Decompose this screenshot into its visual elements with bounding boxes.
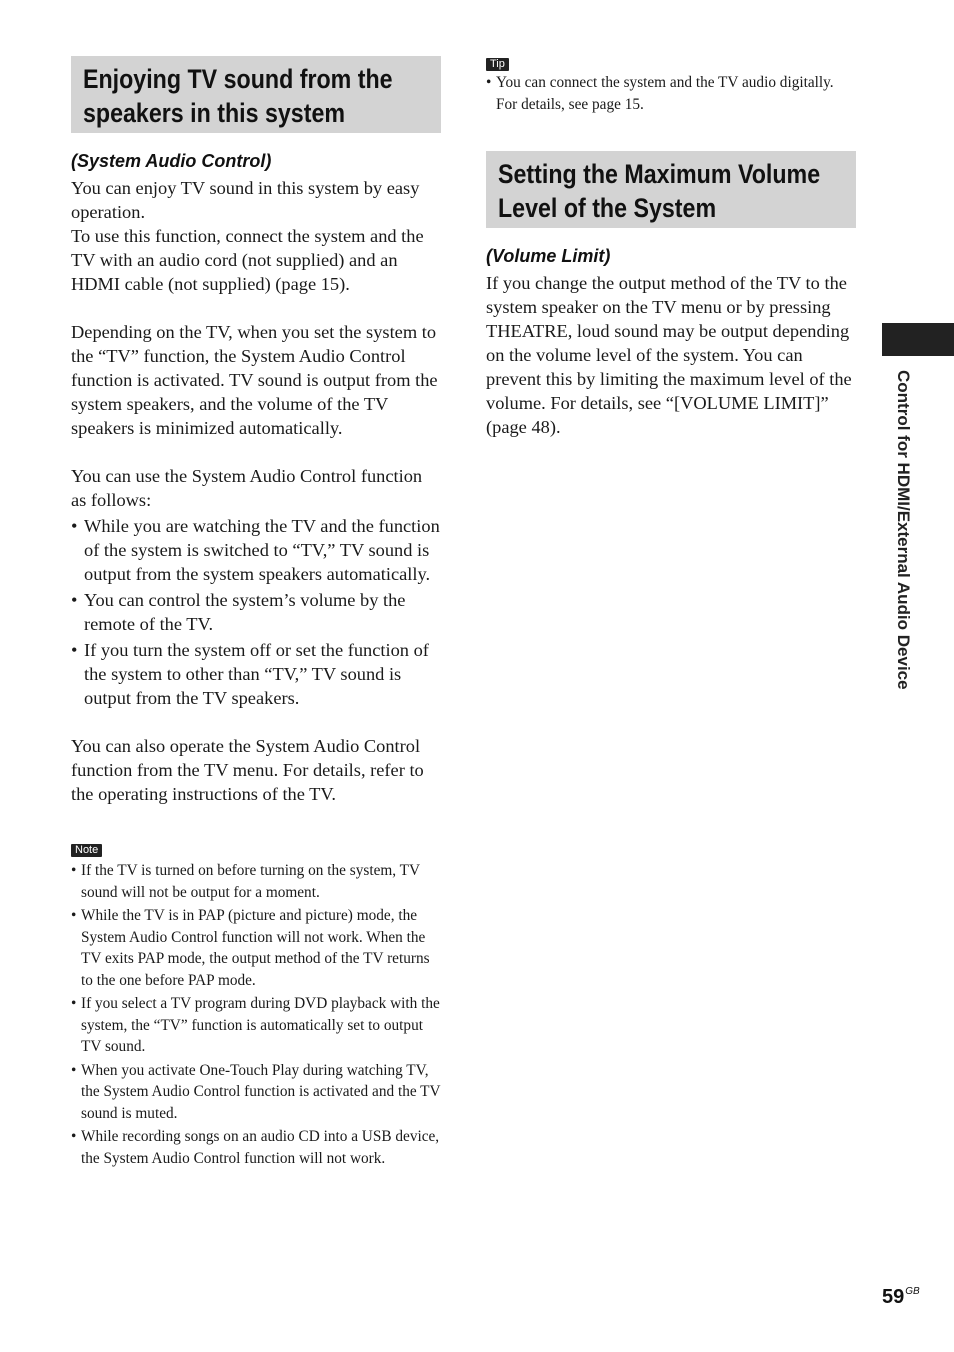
- tip-badge: Tip: [486, 58, 509, 71]
- tip-list: [486, 72, 856, 117]
- heading-title: [83, 62, 393, 130]
- note-list: [71, 860, 441, 1171]
- heading-line-1: Setting the Maximum Volume: [498, 159, 821, 189]
- list-item: • If you select a TV program during DVD playback with the system, the “TV” function is automatically set to output TV sound.: [71, 993, 441, 1058]
- list-item: • You can control the system’s volume by the remote of the TV.: [71, 588, 441, 636]
- heading-line-2: Level of the System: [498, 193, 717, 223]
- note-badge: Note: [71, 844, 102, 857]
- paragraph-depending: Depending on the TV, when you set the system to the “TV” function, the System Audio Control function is activated. TV sound is output from the system speakers, and the volume of the TV speakers is minimized automatically.: [71, 322, 438, 438]
- paragraph-tv-menu: You can also operate the System Audio Control function from the TV menu. For details, refer to the operating instructions of the TV.: [71, 736, 424, 804]
- list-item: • While recording songs on an audio CD into a USB device, the System Audio Control function will not work.: [71, 1126, 441, 1169]
- list-item: • If you turn the system off or set the function of the system to other than “TV,” TV sound is output from the TV speakers.: [71, 638, 441, 710]
- heading-line-2: speakers in this system: [83, 98, 346, 128]
- heading-title: [498, 157, 821, 225]
- volume-limit-body: If you change the output method of the TV to the system speaker on the TV menu or by pressing THEATRE, loud sound may be output depending on the volume level of the system. You can prevent this by limiting the maximum level of the volume. For details, see “[VOLUME LIMIT]” (page 48).: [486, 273, 852, 437]
- chapter-side-label: Control for HDMI/External Audio Device: [894, 370, 913, 690]
- list-item: • While the TV is in PAP (picture and picture) mode, the System Audio Control function will not work. When the TV exits PAP mode, the output method of the TV returns to the one before PAP mode.: [71, 905, 441, 991]
- list-item: • When you activate One-Touch Play during watching TV, the System Audio Control function is activated and the TV sound is muted.: [71, 1060, 441, 1125]
- page-number-suffix: GB: [905, 1286, 920, 1297]
- section-heading-max-volume: [486, 151, 856, 228]
- left-body: [71, 176, 441, 806]
- paragraph-use-as-follows: You can use the System Audio Control function as follows:: [71, 466, 423, 510]
- chapter-tab-marker: [882, 323, 954, 356]
- subheading-volume-limit: (Volume Limit): [486, 246, 611, 266]
- page-number: [882, 1286, 920, 1309]
- intro-paragraph-2: To use this function, connect the system and the TV with an audio cord (not supplied) and an HDMI cable (not supplied) (page 15).: [71, 226, 424, 294]
- subheading-system-audio-control: (System Audio Control): [71, 151, 272, 171]
- feature-bullet-list: [71, 514, 441, 710]
- intro-paragraph-1: You can enjoy TV sound in this system by easy operation.: [71, 178, 420, 222]
- list-item: • You can connect the system and the TV audio digitally. For details, see page 15.: [486, 72, 856, 115]
- page-number-value: 59: [882, 1286, 905, 1308]
- list-item: • While you are watching the TV and the function of the system is switched to “TV,” TV sound is output from the system speakers automatically.: [71, 514, 441, 586]
- heading-line-1: Enjoying TV sound from the: [83, 64, 393, 94]
- list-item: • If the TV is turned on before turning on the system, TV sound will not be output for a moment.: [71, 860, 441, 903]
- section-heading-tv-sound: [71, 56, 441, 133]
